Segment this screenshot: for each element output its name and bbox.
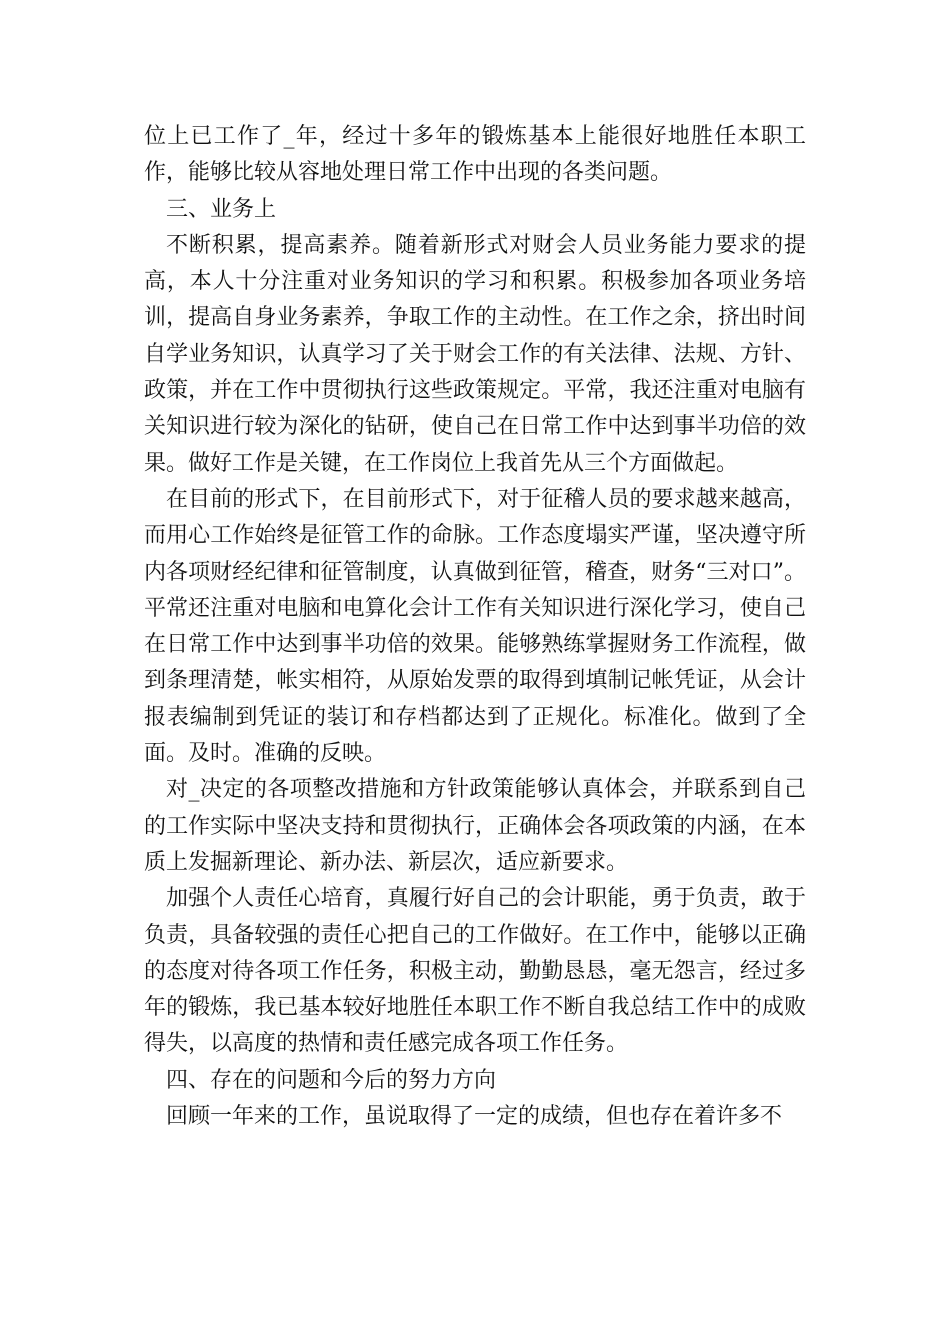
paragraph-policy: 对_决定的各项整改措施和方针政策能够认真体会，并联系到自己的工作实际中坚决支持和贯彻执行，正确体会各项政策的内涵，在本质上发掘新理论、新办法、新层次，适应新要求。 bbox=[144, 777, 806, 875]
paragraph-review: 回顾一年来的工作，虽说取得了一定的成绩，但也存在着许多不 bbox=[166, 1104, 783, 1130]
paragraph-responsibility: 加强个人责任心培育，真履行好自己的会计职能，勇于负责，敢于负责，具备较强的责任心把自己的工作做好。在工作中，能够以正确的态度对待各项工作任务，积极主动，勤勤恳恳，毫无怨言，经过多年的锻炼，我已基本较好地胜任本职工作不断自我总结工作中的成败得失，以高度的热情和责任感完成各项工作任务。 bbox=[144, 886, 806, 1057]
section-heading-business: 三、业务上 bbox=[166, 196, 277, 222]
paragraph-accumulation: 不断积累，提高素养。随着新形式对财会人员业务能力要求的提高，本人十分注重对业务知识的学习和积累。积极参加各项业务培训，提高自身业务素养，争取工作的主动性。在工作之余，挤出时间自学业务知识，认真学习了关于财会工作的有关法律、法规、方针、政策，并在工作中贯彻执行这些政策规定。平常，我还注重对电脑有关知识进行较为深化的钻研，使自己在日常工作中达到事半功倍的效果。做好工作是关键，在工作岗位上我首先从三个方面做起。 bbox=[144, 232, 806, 476]
section-heading-problems: 四、存在的问题和今后的努力方向 bbox=[166, 1067, 497, 1093]
paragraph-continuation: 位上已工作了_年，经过十多年的锻炼基本上能很好地胜任本职工作，能够比较从容地处理日常工作中出现的各类问题。 bbox=[144, 124, 806, 186]
document-body bbox=[144, 119, 806, 1135]
paragraph-current-situation: 在目前的形式下，在目前形式下，对于征稽人员的要求越来越高，而用心工作始终是征管工作的命脉。工作态度塌实严谨，坚决遵守所内各项财经纪律和征管制度，认真做到征管，稽查，财务“三对口”。平常还注重对电脑和电算化会计工作有关知识进行深化学习，使自己在日常工作中达到事半功倍的效果。能够熟练掌握财务工作流程，做到条理清楚，帐实相符，从原始发票的取得到填制记帐凭证，从会计报表编制到凭证的装订和存档都达到了正规化。标准化。做到了全面。及时。准确的反映。 bbox=[144, 486, 806, 767]
